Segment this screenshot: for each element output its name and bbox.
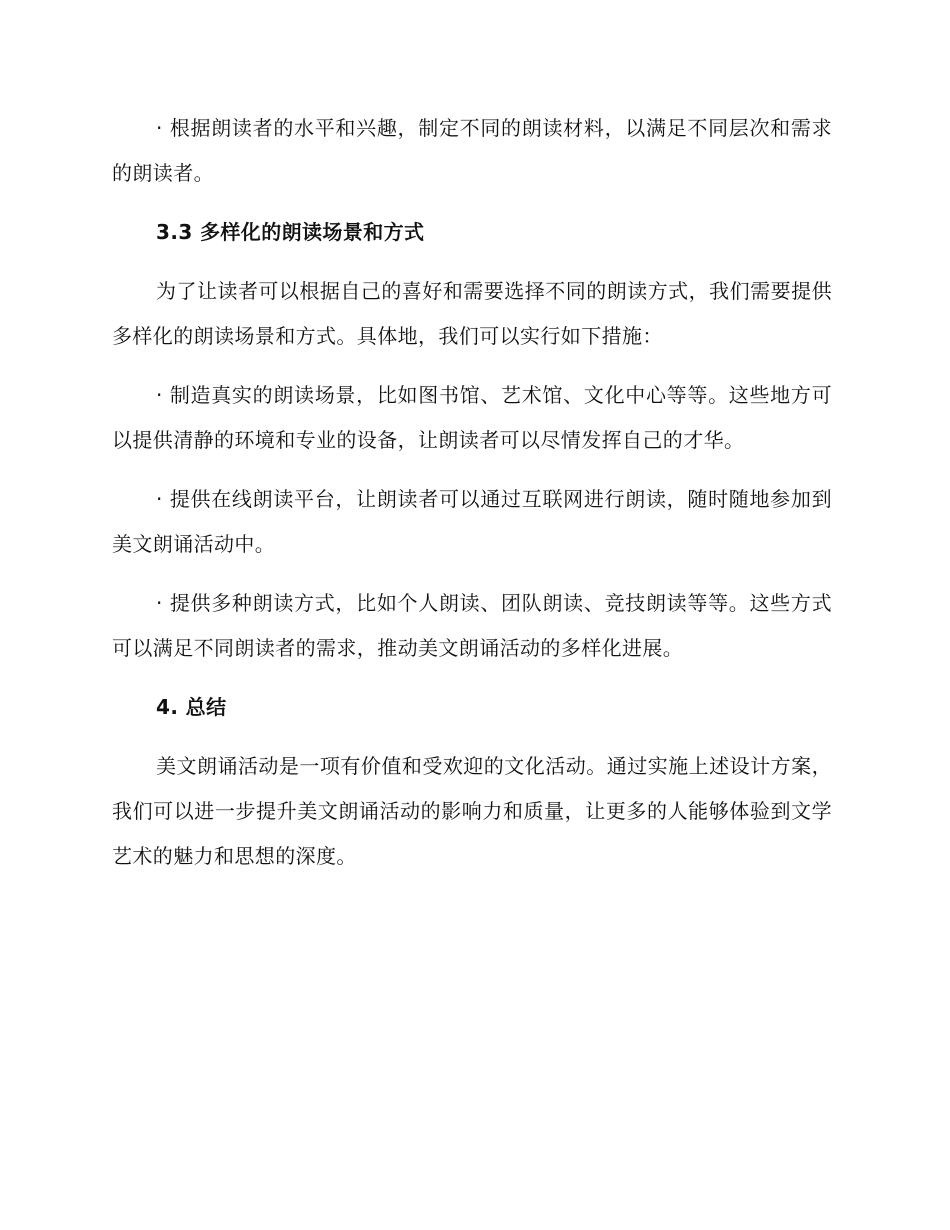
paragraph-summary: 美文朗诵活动是一项有价值和受欢迎的文化活动。通过实施上述设计方案，我们可以进一步提升美文朗诵活动的影响力和质量，让更多的人能够体验到文学艺术的魅力和思想的深度。: [112, 754, 832, 868]
document-page: [112, 106, 832, 893]
paragraph-online-platform: · 提供在线朗读平台，让朗读者可以通过互联网进行朗读，随时随地参加到美文朗诵活动中。: [112, 487, 832, 556]
paragraph-reading-materials: · 根据朗读者的水平和兴趣，制定不同的朗读材料，以满足不同层次和需求的朗读者。: [112, 116, 832, 185]
paragraph-intro-measures: 为了让读者可以根据自己的喜好和需要选择不同的朗读方式，我们需要提供多样化的朗读场景和方式。具体地，我们可以实行如下措施：: [112, 279, 832, 348]
paragraph-real-scenes: · 制造真实的朗读场景，比如图书馆、艺术馆、文化中心等等。这些地方可以提供清静的环境和专业的设备，让朗读者可以尽情发挥自己的才华。: [112, 383, 832, 452]
section-heading-3-3: 3.3 多样化的朗读场景和方式: [156, 220, 425, 244]
section-heading-4: 4. 总结: [156, 695, 227, 719]
paragraph-reading-modes: · 提供多种朗读方式，比如个人朗读、团队朗读、竞技朗读等等。这些方式可以满足不同朗读者的需求，推动美文朗诵活动的多样化进展。: [112, 591, 832, 660]
